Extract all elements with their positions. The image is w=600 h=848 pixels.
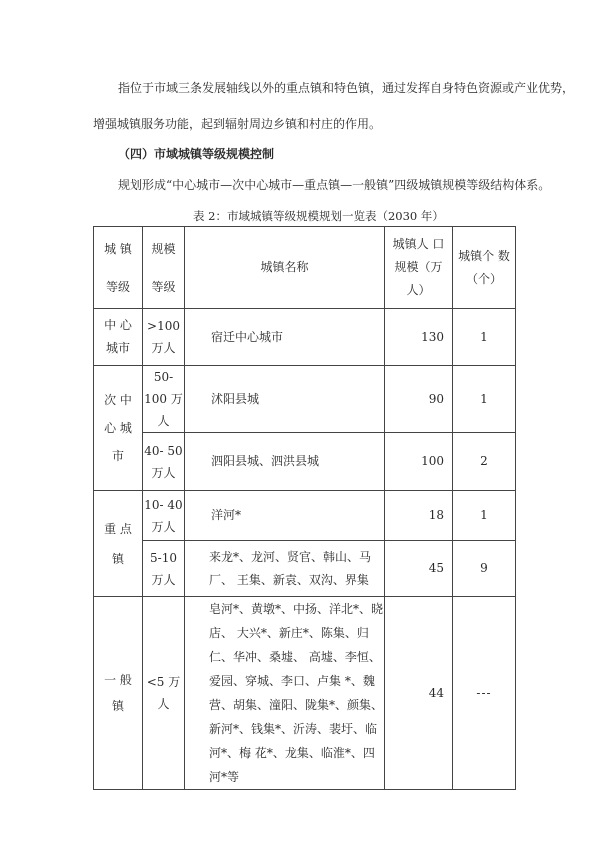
paragraph-2: 增强城镇服务功能，起到辐射周边乡镇和村庄的作用。 [93,117,382,131]
level-cell: 一 般镇 [94,597,143,790]
table-row [94,491,516,541]
names-cell: 宿迁中心城市 [185,309,385,366]
scale-cell: 5-10 万人 [143,541,185,597]
table-row [94,597,516,790]
section-heading: （四）市域城镇等级规模控制 [118,147,275,161]
header-name: 城镇名称 [185,227,385,309]
paragraph-3: 规划形成“中心城市—次中心城市—重点镇—一般镇”四级城镇规模等级结构体系。 [118,178,551,192]
population-cell: 44 [385,597,453,790]
scale-cell: >100 万人 [143,309,185,366]
header-count: 城镇个 数 （个） [453,227,516,309]
table-row [94,433,516,491]
town-scale-table [93,226,516,790]
header-level: 城 镇等级 [94,227,143,309]
level-cell: 次 中心 城 市 [94,366,143,491]
header-population: 城镇人 口规模（万 人） [385,227,453,309]
names-cell: 泗阳县城、泗洪县城 [185,433,385,491]
names-cell: 来龙*、龙河、贤官、韩山、马厂、 王集、新袁、双沟、界集 [185,541,385,597]
paragraph-1: 指位于市域三条发展轴线以外的重点镇和特色镇，通过发挥自身特色资源或产业优势， [118,81,575,95]
names-cell: 沭阳县城 [185,366,385,433]
scale-cell: <5 万人 [143,597,185,790]
count-cell: 1 [453,309,516,366]
names-cell: 洋河* [185,491,385,541]
table-header-row [94,227,516,309]
table-row [94,541,516,597]
names-cell: 皂河*、黄墩*、中扬、洋北*、晓店、 大兴*、新庄*、陈集、归仁、华冲、桑墟、 高墟、李恒、爱园、穿城、李口、卢集 *、魏营、胡集、潼阳、陇集*、颜集、 新河*、钱集*、沂涛、裴圩、临河*、梅 花*、龙集、临淮*、四河*等 [185,597,385,790]
population-cell: 130 [385,309,453,366]
table-row [94,366,516,433]
header-scale: 规模 等级 [143,227,185,309]
count-cell: 9 [453,541,516,597]
scale-cell: 50- 100 万人 [143,366,185,433]
count-cell: 2 [453,433,516,491]
population-cell: 100 [385,433,453,491]
scale-cell: 40- 50 万人 [143,433,185,491]
table-caption: 表 2：市域城镇等级规模规划一览表（2030 年） [193,209,444,223]
population-cell: 45 [385,541,453,597]
count-cell: 1 [453,491,516,541]
population-cell: 90 [385,366,453,433]
population-cell: 18 [385,491,453,541]
count-cell: --- [453,597,516,790]
count-cell: 1 [453,366,516,433]
level-cell: 中 心城市 [94,309,143,366]
table-row [94,309,516,366]
level-cell: 重 点镇 [94,491,143,597]
scale-cell: 10- 40 万人 [143,491,185,541]
